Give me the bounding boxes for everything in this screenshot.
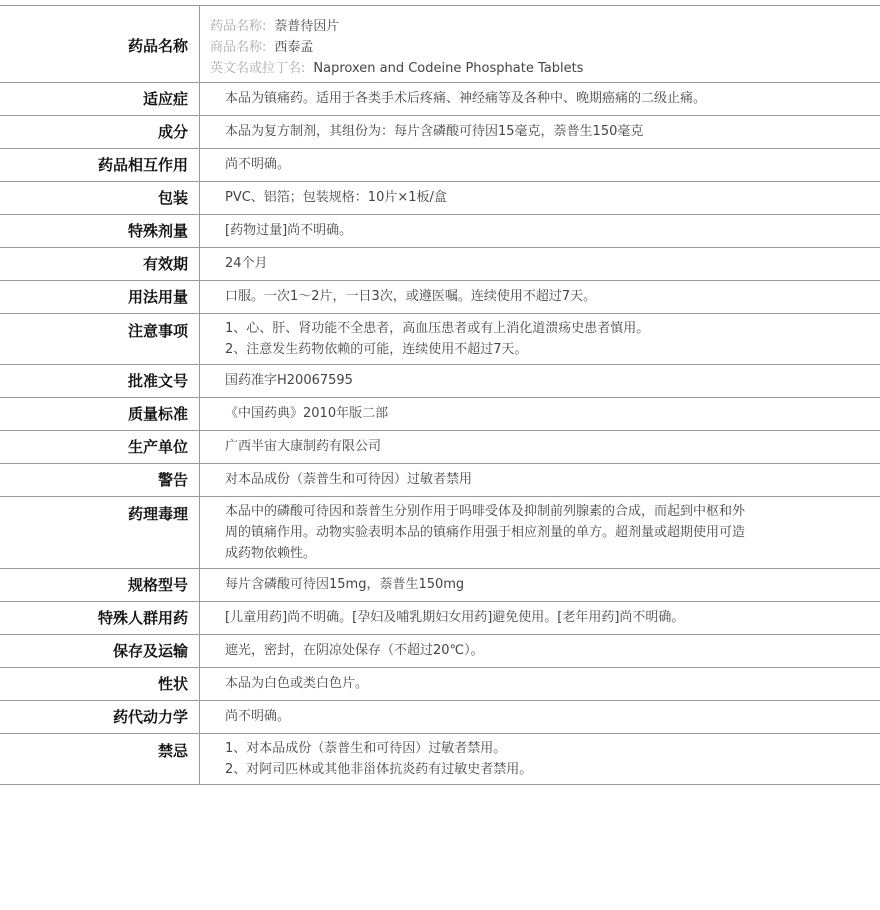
table-row — [0, 248, 880, 281]
value-line: 广西半宙大康制药有限公司 — [225, 439, 382, 454]
english-name-line — [210, 58, 800, 79]
field-key: 药品名称: — [210, 19, 267, 34]
row-label: 注意事项 — [0, 314, 200, 364]
table-row — [0, 635, 880, 668]
value-line: 本品为镇痛药。适用于各类手术后疼痛、神经痛等及各种中、晚期癌痛的二级止痛。 — [225, 91, 707, 106]
value-line: 口服。一次1～2片，一日3次，或遵医嘱。连续使用不超过7天。 — [225, 289, 597, 304]
table-row — [0, 116, 880, 149]
table-row — [0, 668, 880, 701]
generic-name-line — [210, 16, 800, 37]
drug-name-fields — [200, 6, 880, 82]
row-value — [200, 149, 880, 181]
row-label: 特殊剂量 — [0, 215, 200, 247]
row-label: 包装 — [0, 182, 200, 214]
value-line: 周的镇痛作用。动物实验表明本品的镇痛作用强于相应剂量的单方。超剂量或超期使用可造 — [225, 525, 746, 540]
value-line: 国药准字H20067595 — [225, 373, 353, 388]
value-line: 每片含磷酸可待因15mg，萘普生150mg — [225, 577, 465, 592]
row-value — [200, 431, 880, 463]
value-line: 《中国药典》2010年版二部 — [225, 406, 389, 421]
value-line: 1、对本品成份（萘普生和可待因）过敏者禁用。 — [225, 741, 507, 756]
row-label: 质量标准 — [0, 398, 200, 430]
table-row — [0, 569, 880, 602]
value-line: 本品为白色或类白色片。 — [225, 676, 369, 691]
value-line: 本品中的磷酸可待因和萘普生分别作用于吗啡受体及抑制前列腺素的合成，而起到中枢和外 — [225, 504, 746, 519]
value-line: 本品为复方制剂，其组份为：每片含磷酸可待因15毫克，萘普生150毫克 — [225, 124, 644, 139]
value-line: 2、注意发生药物依赖的可能，连续使用不超过7天。 — [225, 342, 528, 357]
value-line: 2、对阿司匹林或其他非甾体抗炎药有过敏史者禁用。 — [225, 762, 533, 777]
row-value — [200, 314, 880, 364]
field-value: 萘普待因片 — [274, 19, 340, 34]
row-label: 有效期 — [0, 248, 200, 280]
table-row — [0, 602, 880, 635]
row-label: 用法用量 — [0, 281, 200, 313]
row-label: 性状 — [0, 668, 200, 700]
value-line: [儿童用药]尚不明确。[孕妇及哺乳期妇女用药]避免使用。[老年用药]尚不明确。 — [225, 610, 685, 625]
value-line: 尚不明确。 — [225, 157, 291, 172]
value-line: [药物过量]尚不明确。 — [225, 223, 353, 238]
row-label: 警告 — [0, 464, 200, 496]
table-row — [0, 365, 880, 398]
table-row — [0, 497, 880, 569]
drug-name-row — [0, 6, 880, 83]
row-label: 成分 — [0, 116, 200, 148]
value-line: 遮光，密封，在阴凉处保存（不超过20℃）。 — [225, 643, 484, 658]
trade-name-line — [210, 37, 800, 58]
value-line: 24个月 — [225, 256, 268, 271]
row-value — [200, 569, 880, 601]
row-value — [200, 248, 880, 280]
value-line: 对本品成份（萘普生和可待因）过敏者禁用 — [225, 472, 473, 487]
table-row — [0, 83, 880, 116]
field-value: Naproxen and Codeine Phosphate Tablets — [313, 61, 584, 76]
row-label: 规格型号 — [0, 569, 200, 601]
field-key: 商品名称: — [210, 40, 267, 55]
row-value — [200, 602, 880, 634]
value-line: 尚不明确。 — [225, 709, 291, 724]
row-label: 批准文号 — [0, 365, 200, 397]
table-row — [0, 464, 880, 497]
row-value — [200, 182, 880, 214]
value-line: PVC、铝箔；包装规格：10片×1板/盒 — [225, 190, 447, 205]
drug-info-table — [0, 5, 880, 785]
row-value — [200, 734, 880, 784]
row-label: 药理毒理 — [0, 497, 200, 568]
row-value — [200, 83, 880, 115]
table-row — [0, 734, 880, 785]
value-line: 1、心、肝、肾功能不全患者，高血压患者或有上消化道溃疡史患者慎用。 — [225, 321, 650, 336]
value-line: 成药物依赖性。 — [225, 546, 317, 561]
table-row — [0, 182, 880, 215]
row-label: 生产单位 — [0, 431, 200, 463]
field-value: 西泰孟 — [274, 40, 314, 55]
row-value — [200, 398, 880, 430]
row-label: 药代动力学 — [0, 701, 200, 733]
row-value — [200, 701, 880, 733]
row-label: 适应症 — [0, 83, 200, 115]
row-value — [200, 464, 880, 496]
row-label: 保存及运输 — [0, 635, 200, 667]
table-row — [0, 281, 880, 314]
row-label: 禁忌 — [0, 734, 200, 784]
table-row — [0, 149, 880, 182]
table-row — [0, 701, 880, 734]
row-value — [200, 365, 880, 397]
table-row — [0, 431, 880, 464]
row-value — [200, 668, 880, 700]
table-row — [0, 215, 880, 248]
row-value — [200, 497, 880, 568]
table-row — [0, 314, 880, 365]
table-row — [0, 398, 880, 431]
row-value — [200, 215, 880, 247]
row-value — [200, 116, 880, 148]
field-key: 英文名或拉丁名: — [210, 61, 306, 76]
row-label: 特殊人群用药 — [0, 602, 200, 634]
row-value — [200, 635, 880, 667]
row-label: 药品名称 — [0, 6, 200, 82]
row-value — [200, 281, 880, 313]
row-label: 药品相互作用 — [0, 149, 200, 181]
